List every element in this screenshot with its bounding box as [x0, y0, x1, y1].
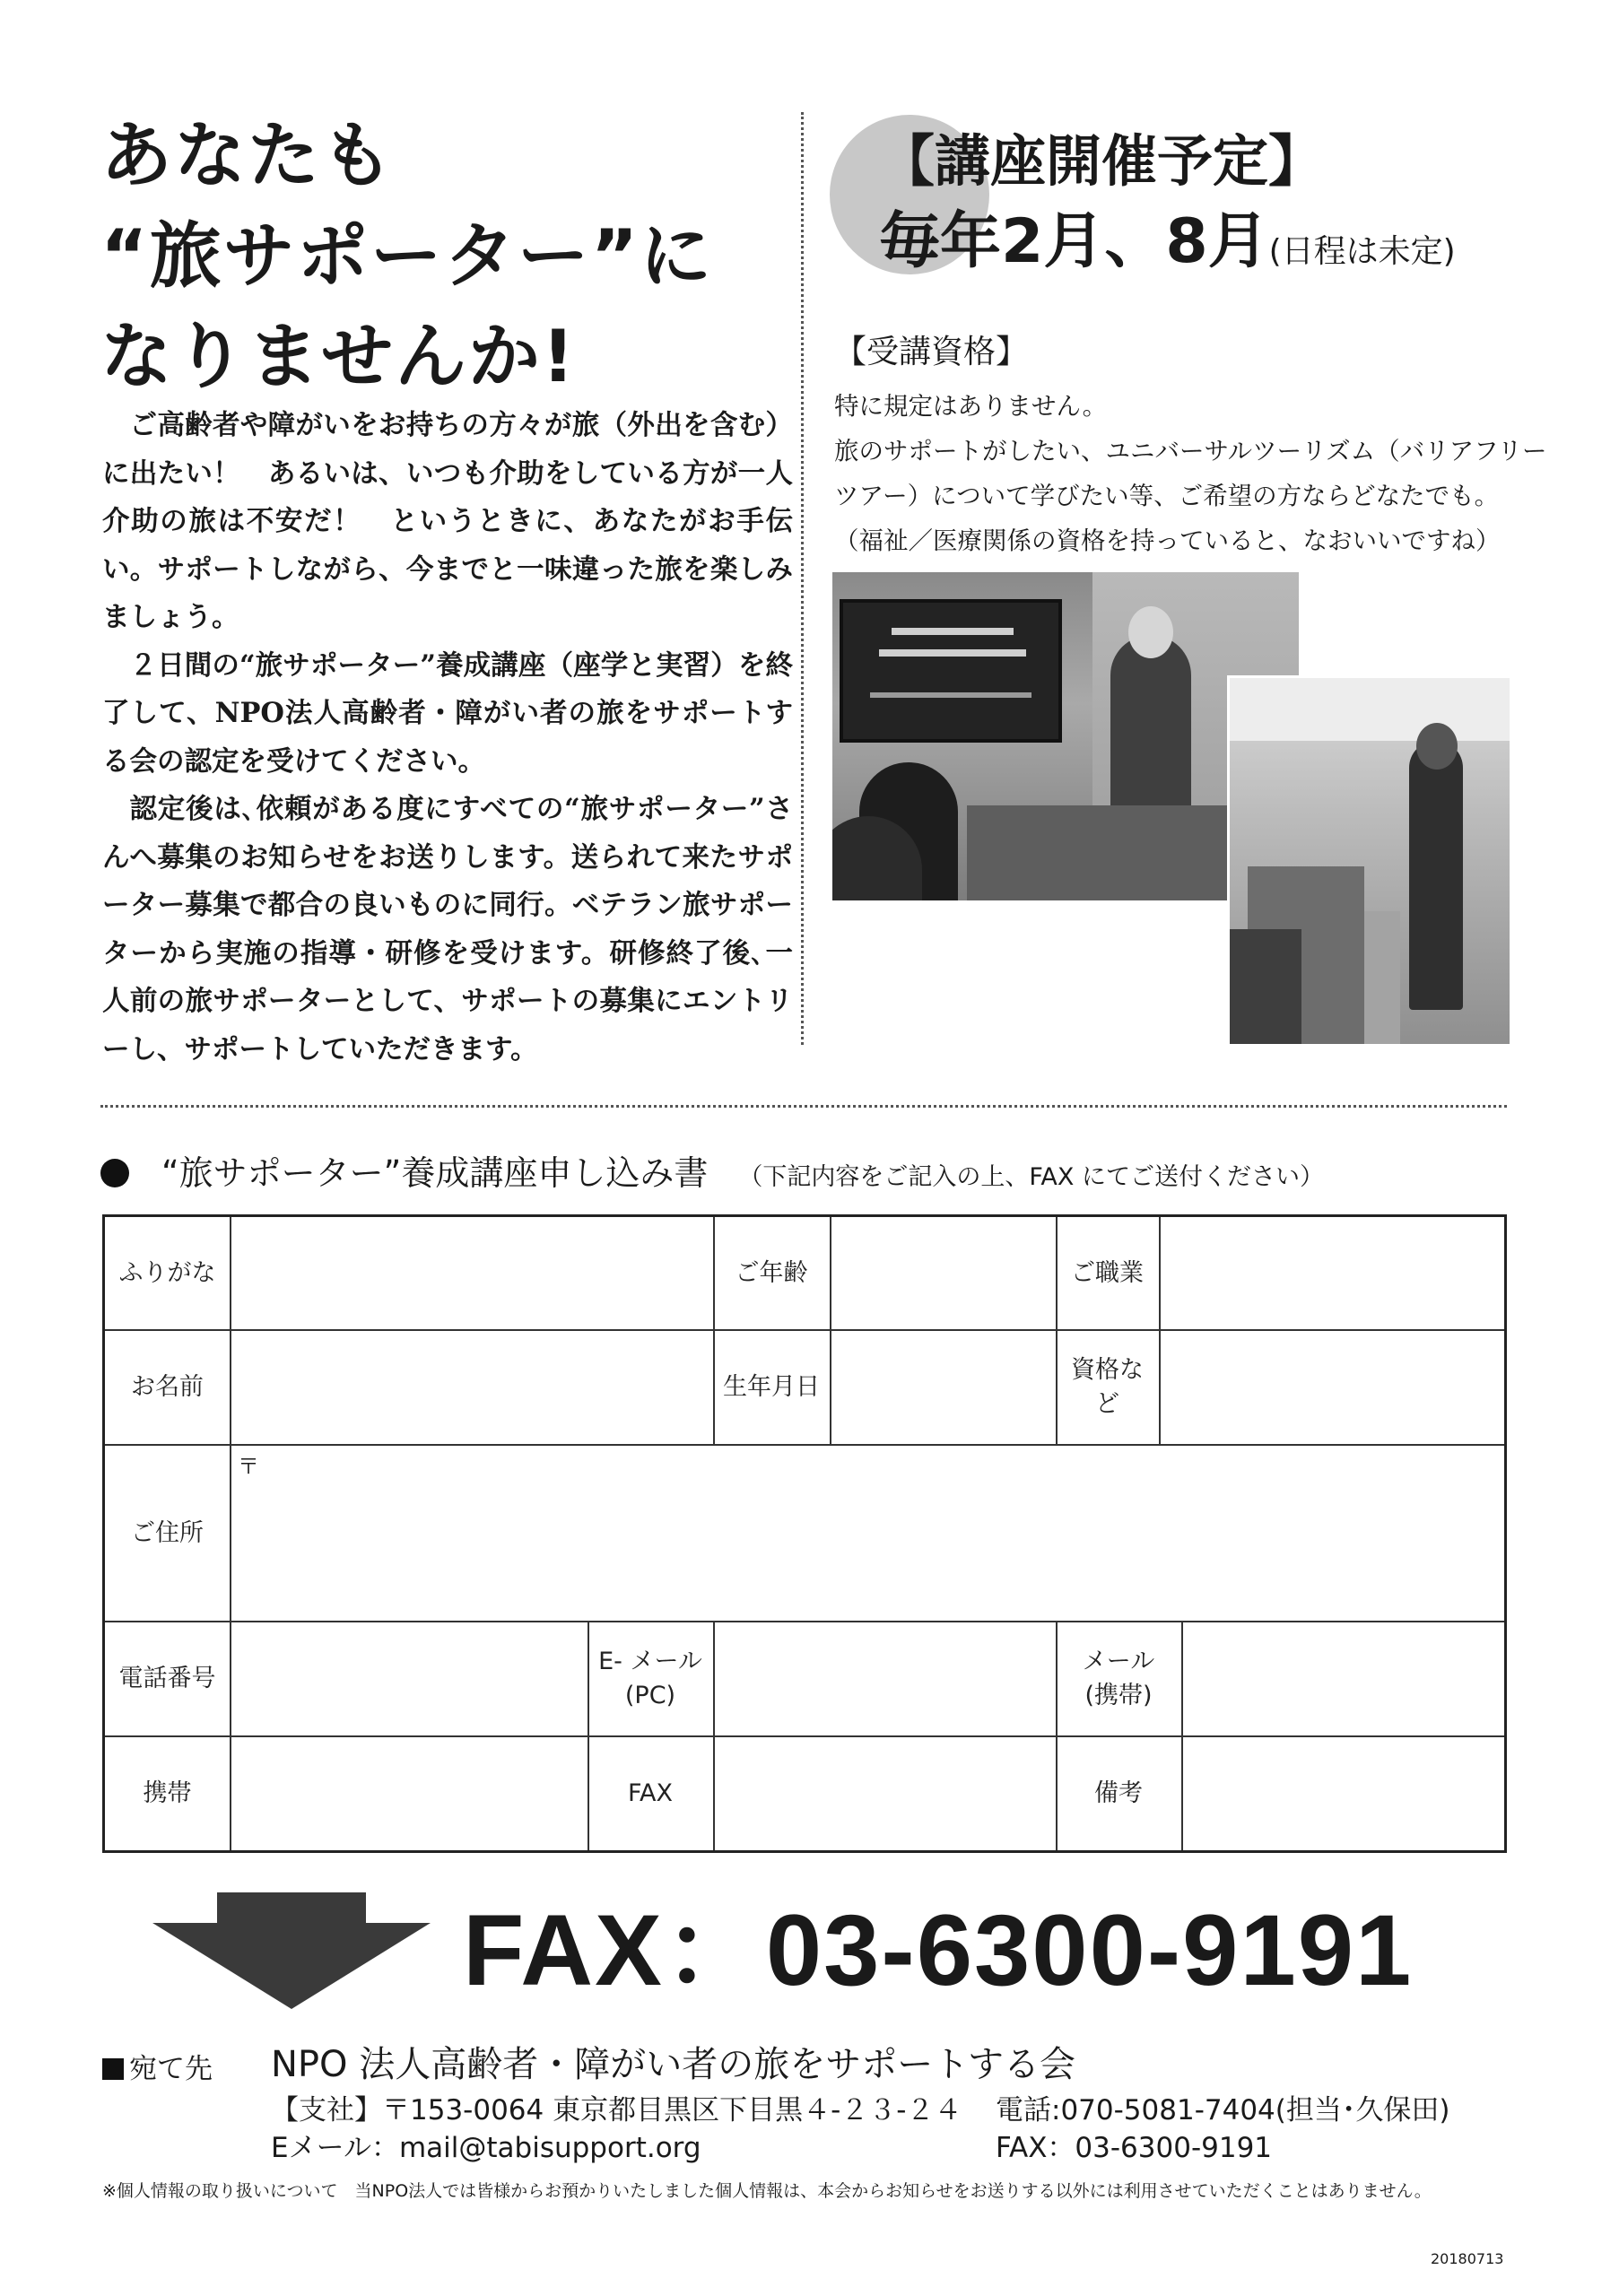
dotted-separator [100, 1105, 1507, 1108]
remarks-field[interactable] [1183, 1737, 1504, 1850]
furigana-field[interactable] [231, 1217, 713, 1329]
desk [967, 805, 1272, 900]
qualification-line-4: （福祉／医療関係の資格を持っていると、なおいいですね） [834, 526, 1501, 555]
intro-paragraph-1: ご高齢者や障がいをお持ちの方々が旅（外出を含む）に出たい！ あるいは、いつも介助をしている方が一人介助の旅は不安だ！ というときに、あなたがお手伝い。サポートしながら、今までと一味違った旅を楽しみましょう。 [102, 409, 793, 633]
fax-number-banner: FAX：03-6300-9191 [463, 1894, 1414, 2006]
intro-text [102, 402, 793, 1074]
schedule-title: 【講座開催予定】 [879, 128, 1325, 194]
email-pc-field[interactable] [715, 1622, 1056, 1735]
qualifications-field[interactable] [1161, 1331, 1504, 1444]
arrow-down-icon [152, 1892, 431, 2009]
square-bullet-icon [102, 2058, 124, 2080]
destination-label [102, 2050, 213, 2088]
fax-field[interactable] [715, 1737, 1056, 1850]
age-label: ご年齢 [735, 1258, 808, 1287]
address-label: ご住所 [131, 1518, 204, 1547]
qualification-line-3: ツアー）について学びたい等、ご希望の方ならどなたでも。 [834, 482, 1500, 510]
destination-label-text: 宛て先 [129, 2053, 213, 2085]
email-mobile-field[interactable] [1183, 1622, 1504, 1735]
age-field[interactable] [831, 1217, 1056, 1329]
walking-woman-head [1416, 723, 1458, 770]
qualifications-label: 資格な ど [1071, 1356, 1144, 1418]
contact-fax: FAX：03-6300-9191 [996, 2132, 1273, 2164]
email-pc-label: E- メール (PC) [598, 1648, 702, 1709]
schedule-note: (日程は未定) [1268, 233, 1456, 270]
projection-screen [840, 599, 1062, 743]
birthdate-label: 生年月日 [723, 1373, 820, 1401]
postal-mark: 〒 [238, 1454, 259, 1479]
headline [100, 106, 818, 407]
name-label: お名前 [131, 1373, 204, 1401]
form-title [100, 1150, 1324, 1201]
headline-line-3: なりませんか! [100, 315, 577, 398]
qualification-line-2: 旅のサポートがしたい、ユニバーサルツーリズム（バリアフリー [834, 437, 1547, 465]
photo-ceiling [1230, 678, 1510, 741]
name-field[interactable] [231, 1331, 713, 1444]
organization-name: NPO 法人高齢者・障がい者の旅をサポートする会 [271, 2044, 1076, 2085]
contact-phone: 電話:070-5081-7404(担当･久保田) [996, 2094, 1450, 2126]
branch-address: 【支社】〒153-0064 東京都目黒区下目黒４-２３-２４ [271, 2094, 962, 2126]
qualification-heading: 【受講資格】 [834, 334, 1029, 370]
remarks-label: 備考 [1094, 1779, 1143, 1807]
occupation-field[interactable] [1161, 1217, 1504, 1329]
headline-line-2: “旅サポーター”に [100, 214, 714, 298]
vertical-divider [801, 112, 804, 1045]
application-form [102, 1214, 1507, 1853]
email-mobile-label: メール (携帯) [1082, 1648, 1155, 1709]
fax-label: FAX [627, 1779, 674, 1807]
furigana-label: ふりがな [118, 1258, 216, 1287]
schedule-dates-text: 毎年2月、8月 [879, 206, 1269, 277]
contact-email[interactable]: Eメール：mail@tabisupport.org [271, 2132, 701, 2164]
mobile-label: 携帯 [143, 1779, 192, 1807]
birthdate-field[interactable] [831, 1331, 1056, 1444]
qualification-line-1: 特に規定はありません。 [834, 392, 1108, 421]
training-photo [1227, 675, 1510, 1044]
phone-label: 電話番号 [118, 1665, 216, 1692]
lecturer-head [1128, 606, 1173, 658]
address-field[interactable] [231, 1446, 1504, 1621]
form-subtitle: （下記内容をご記入の上、FAX にてご送付ください） [738, 1163, 1324, 1191]
privacy-notice: ※個人情報の取り扱いについて 当NPO法人では皆様からお預かりいたしました個人情報は、本会からお知らせをお送りする以外には利用させていただくことはありません。 [102, 2181, 1432, 2201]
qualification-text [834, 384, 1547, 563]
document-code: 20180713 [1431, 2250, 1504, 2267]
schedule-dates [879, 202, 1456, 292]
mobile-field[interactable] [231, 1737, 588, 1850]
bullet-icon [100, 1159, 129, 1187]
walking-woman-figure [1409, 741, 1463, 1010]
phone-field[interactable] [231, 1622, 588, 1735]
form-title-text: “旅サポーター”養成講座申し込み書 [161, 1153, 709, 1193]
occupation-label: ご職業 [1071, 1258, 1144, 1287]
seated-figure [1227, 929, 1301, 1044]
intro-paragraph-2: ２日間の“旅サポーター”養成講座（座学と実習）を終了して、NPO法人高齢者・障がい者の旅をサポートする会の認定を受けてください。 [102, 648, 793, 778]
headline-line-1: あなたも [100, 114, 395, 197]
intro-paragraph-3: 認定後は､依頼がある度にすべての“旅サポーター”さんへ募集のお知らせをお送りします。送られて来たサポーター募集で都合の良いものに同行。ベテラン旅サポーターから実施の指導・研修を受けます。研修終了後､一人前の旅サポーターとして、サポートの募集にエントリーし、サポートしていただきます。 [102, 793, 793, 1065]
